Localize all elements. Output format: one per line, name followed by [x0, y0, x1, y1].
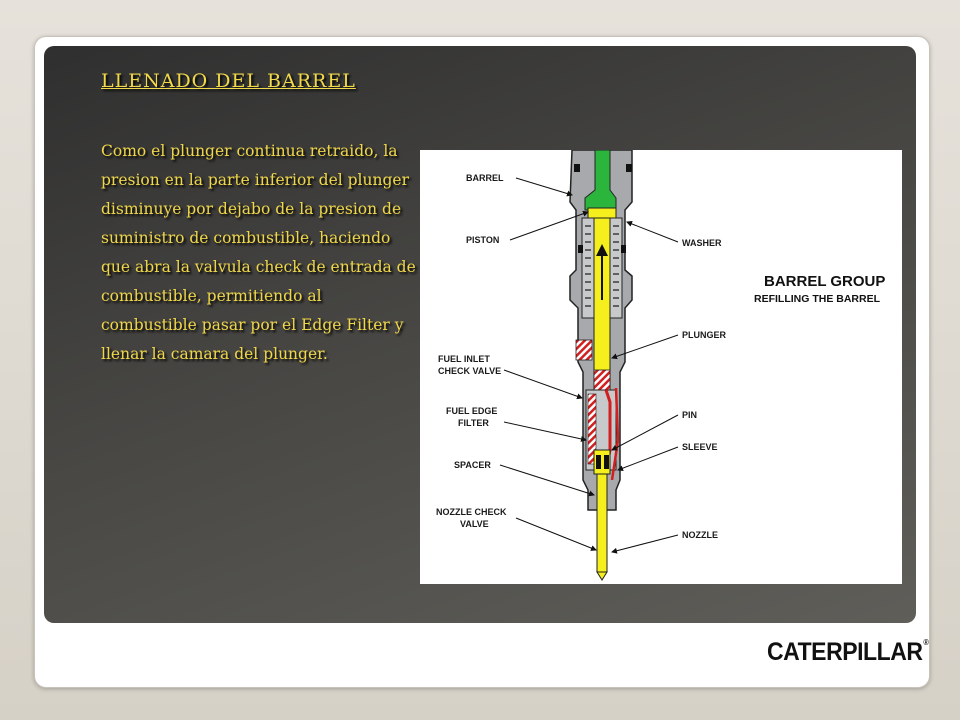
label-plunger: PLUNGER — [682, 330, 727, 340]
slide-body-text: Como el plunger continua retraido, la presion en la parte inferior del plunger disminuye por dejabo de la presion de suministro de combustible, haciendo que abra la valvula check de entrada de combustible, permitiendo al combustible pasar por el Edge Filter y llenar la camara del plunger. — [101, 142, 416, 363]
label-barrel: BARREL — [466, 173, 504, 183]
label-piston: PISTON — [466, 235, 500, 245]
logo-text: CATERPILLAR — [767, 638, 923, 666]
registered-mark: ® — [923, 638, 929, 647]
label-spacer: SPACER — [454, 460, 491, 470]
label-pin: PIN — [682, 410, 698, 420]
label-washer: WASHER — [682, 238, 722, 248]
label-nozzle-check-1: NOZZLE CHECK — [436, 507, 507, 517]
label-sleeve: SLEEVE — [682, 442, 718, 452]
label-fuel-edge-1: FUEL EDGE — [446, 406, 498, 416]
diagram-group-subtitle: REFILLING THE BARREL — [754, 293, 880, 305]
barrel-group-diagram — [420, 150, 902, 584]
label-fuel-inlet-1: FUEL INLET — [438, 354, 490, 364]
slide-title: LLENADO DEL BARREL — [101, 70, 356, 92]
label-fuel-inlet-2: CHECK VALVE — [438, 366, 502, 376]
caterpillar-logo — [767, 638, 928, 667]
injector-body — [570, 150, 632, 580]
label-nozzle: NOZZLE — [682, 530, 718, 540]
label-nozzle-check-2: VALVE — [460, 519, 489, 529]
label-fuel-edge-2: FILTER — [458, 418, 489, 428]
diagram-group-title: BARREL GROUP — [764, 273, 886, 290]
